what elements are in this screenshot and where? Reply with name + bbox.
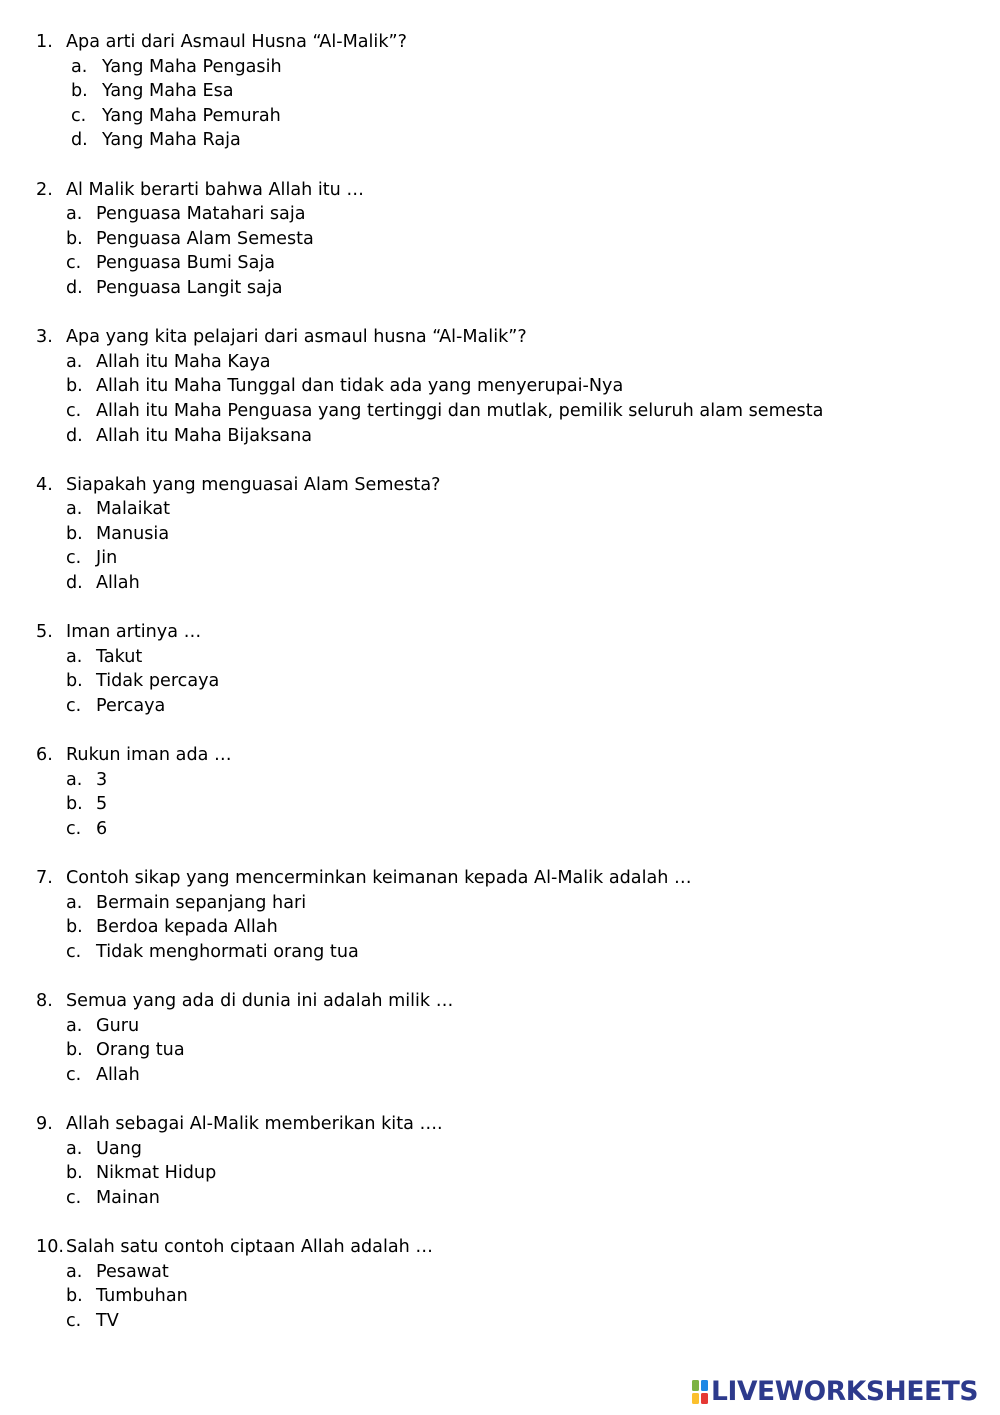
option-b[interactable] (0, 915, 1000, 940)
question-text: Salah satu contoh ciptaan Allah adalah … (66, 1237, 433, 1258)
option-letter: b. (66, 1286, 83, 1307)
option-letter: b. (66, 671, 83, 692)
question-number: 3. (36, 327, 53, 348)
option-text: Yang Maha Pengasih (102, 56, 282, 77)
question-number: 2. (36, 179, 53, 200)
question-number: 4. (36, 474, 53, 495)
question-10 (0, 1235, 1000, 1333)
option-text: Allah itu Maha Kaya (96, 351, 271, 372)
option-text: 5 (96, 794, 108, 815)
option-letter: a. (66, 351, 83, 372)
question-2 (0, 178, 1000, 301)
option-letter: b. (66, 1163, 83, 1184)
option-text: Penguasa Bumi Saja (96, 253, 276, 274)
option-b[interactable] (0, 522, 1000, 547)
option-a[interactable] (0, 350, 1000, 375)
option-text: Penguasa Alam Semesta (96, 228, 314, 249)
option-a[interactable] (0, 645, 1000, 670)
option-text: Allah (96, 573, 140, 594)
option-letter: b. (66, 794, 83, 815)
option-d[interactable] (0, 276, 1000, 301)
option-b[interactable] (0, 79, 1000, 104)
option-d[interactable] (0, 128, 1000, 153)
question-number: 6. (36, 745, 53, 766)
logo-block-3 (692, 1393, 699, 1404)
option-a[interactable] (0, 1260, 1000, 1285)
question-line (0, 178, 1000, 203)
option-letter: c. (66, 400, 82, 421)
option-letter: c. (66, 941, 82, 962)
option-text: Yang Maha Pemurah (102, 105, 281, 126)
question-line (0, 743, 1000, 768)
option-letter: c. (66, 1064, 82, 1085)
option-letter: d. (66, 573, 83, 594)
option-letter: d. (66, 277, 83, 298)
option-letter: a. (66, 646, 83, 667)
option-letter: c. (66, 819, 82, 839)
question-number: 9. (36, 1114, 53, 1135)
question-6 (0, 743, 1000, 841)
question-text: Iman artinya … (66, 622, 202, 643)
logo-block-4 (701, 1393, 708, 1404)
option-letter: c. (66, 1187, 82, 1208)
option-c[interactable] (0, 817, 1000, 842)
option-text: Penguasa Langit saja (96, 277, 283, 298)
option-a[interactable] (0, 891, 1000, 916)
option-a[interactable] (0, 768, 1000, 793)
question-line (0, 325, 1000, 350)
option-c[interactable] (0, 940, 1000, 965)
option-text: Tidak menghormati orang tua (96, 941, 359, 962)
option-text: Allah (96, 1064, 140, 1085)
liveworksheets-logo-text: LIVEWORKSHEETS (711, 1376, 979, 1407)
question-line (0, 1112, 1000, 1137)
question-line (0, 30, 1000, 55)
question-line (0, 1235, 1000, 1260)
liveworksheets-logo (692, 1376, 978, 1408)
option-letter: c. (66, 1310, 82, 1331)
question-8 (0, 989, 1000, 1087)
option-a[interactable] (0, 55, 1000, 80)
logo-block-1 (692, 1380, 699, 1391)
option-text: Bermain sepanjang hari (96, 892, 307, 913)
option-text: Jin (96, 548, 118, 569)
option-text: Penguasa Matahari saja (96, 204, 306, 225)
option-d[interactable] (0, 571, 1000, 596)
option-a[interactable] (0, 202, 1000, 227)
option-a[interactable] (0, 1137, 1000, 1162)
option-letter: c. (71, 105, 87, 126)
option-text: Pesawat (96, 1261, 169, 1282)
option-text: Percaya (96, 696, 166, 717)
option-c[interactable] (0, 694, 1000, 719)
option-c[interactable] (0, 1186, 1000, 1211)
question-text: Siapakah yang menguasai Alam Semesta? (66, 474, 441, 495)
option-letter: b. (66, 228, 83, 249)
option-text: Allah itu Maha Penguasa yang tertinggi dan mutlak, pemilik seluruh alam semesta (96, 400, 824, 421)
option-text: Mainan (96, 1187, 160, 1208)
question-line (0, 473, 1000, 498)
option-text: 6 (96, 819, 108, 839)
question-number: 5. (36, 622, 53, 643)
option-b[interactable] (0, 227, 1000, 252)
logo-block-2 (701, 1380, 708, 1391)
question-line (0, 620, 1000, 645)
option-text: Yang Maha Raja (102, 130, 241, 151)
option-a[interactable] (0, 497, 1000, 522)
option-text: Takut (96, 646, 143, 667)
question-text: Apa arti dari Asmaul Husna “Al-Malik”? (66, 32, 407, 52)
liveworksheets-logo-icon (692, 1380, 708, 1404)
option-b[interactable] (0, 669, 1000, 694)
option-text: Orang tua (96, 1040, 185, 1061)
option-letter: a. (66, 499, 83, 520)
option-letter: d. (71, 130, 88, 151)
option-letter: a. (66, 769, 83, 790)
option-b[interactable] (0, 792, 1000, 817)
option-a[interactable] (0, 1014, 1000, 1039)
option-text: Tumbuhan (96, 1286, 188, 1307)
option-b[interactable] (0, 1038, 1000, 1063)
question-3 (0, 325, 1000, 448)
question-text: Allah sebagai Al-Malik memberikan kita …. (66, 1114, 443, 1135)
option-letter: c. (66, 253, 82, 274)
question-text: Al Malik berarti bahwa Allah itu … (66, 179, 364, 200)
option-letter: a. (66, 1261, 83, 1282)
option-text: Guru (96, 1015, 140, 1036)
option-letter: b. (66, 523, 83, 544)
question-line (0, 989, 1000, 1014)
option-letter: a. (66, 1138, 83, 1159)
option-text: Uang (96, 1138, 142, 1159)
question-number: 1. (36, 32, 53, 52)
option-letter: a. (66, 204, 83, 225)
option-text: Malaikat (96, 499, 171, 520)
question-text: Rukun iman ada … (66, 745, 232, 766)
option-text: Allah itu Maha Bijaksana (96, 425, 313, 446)
option-text: Berdoa kepada Allah (96, 917, 278, 938)
option-text: Yang Maha Esa (102, 81, 234, 102)
option-letter: c. (66, 548, 82, 569)
option-text: Nikmat Hidup (96, 1163, 217, 1184)
option-c[interactable] (0, 546, 1000, 571)
question-4 (0, 473, 1000, 596)
question-line (0, 866, 1000, 891)
option-d[interactable] (0, 424, 1000, 449)
option-c[interactable] (0, 1309, 1000, 1334)
option-text: Tidak percaya (96, 671, 220, 692)
option-text: TV (96, 1310, 119, 1331)
question-number: 7. (36, 868, 53, 889)
option-b[interactable] (0, 1284, 1000, 1309)
question-text: Contoh sikap yang mencerminkan keimanan kepada Al-Malik adalah … (66, 868, 692, 889)
option-b[interactable] (0, 1161, 1000, 1186)
option-text: 3 (96, 769, 108, 790)
question-7 (0, 866, 1000, 964)
option-letter: b. (71, 81, 88, 102)
question-text: Apa yang kita pelajari dari asmaul husna “Al-Malik”? (66, 327, 527, 348)
option-c[interactable] (0, 104, 1000, 129)
question-text: Semua yang ada di dunia ini adalah milik … (66, 991, 454, 1012)
question-number: 8. (36, 991, 53, 1012)
question-5 (0, 620, 1000, 718)
option-c[interactable] (0, 399, 1000, 424)
worksheet (0, 30, 1000, 1358)
option-letter: a. (66, 1015, 83, 1036)
option-text: Allah itu Maha Tunggal dan tidak ada yang menyerupai-Nya (96, 376, 624, 397)
option-letter: a. (71, 56, 88, 77)
option-letter: d. (66, 425, 83, 446)
option-b[interactable] (0, 374, 1000, 399)
question-1 (0, 30, 1000, 153)
option-letter: b. (66, 917, 83, 938)
option-letter: b. (66, 376, 83, 397)
option-c[interactable] (0, 251, 1000, 276)
question-number: 10. (36, 1237, 64, 1258)
option-letter: c. (66, 696, 82, 717)
option-c[interactable] (0, 1063, 1000, 1088)
question-9 (0, 1112, 1000, 1210)
option-letter: b. (66, 1040, 83, 1061)
option-letter: a. (66, 892, 83, 913)
option-text: Manusia (96, 523, 170, 544)
